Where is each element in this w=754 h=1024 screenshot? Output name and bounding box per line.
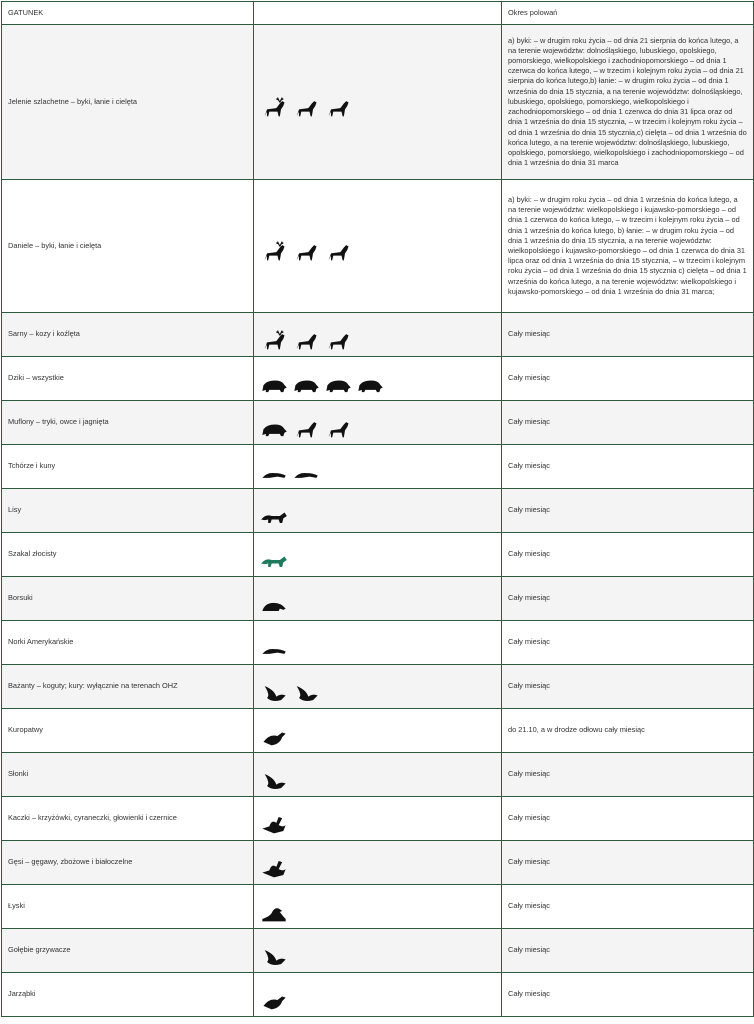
stag-icon xyxy=(260,95,288,119)
boar-icon xyxy=(356,372,384,396)
hunting-season: Cały miesiąc xyxy=(502,753,754,797)
species-icons-cell xyxy=(254,357,502,401)
fox-icon xyxy=(260,504,288,528)
table-row xyxy=(2,885,754,929)
species-name: Borsuki xyxy=(2,577,254,621)
table-header-row xyxy=(2,2,754,25)
species-name: Dziki – wszystkie xyxy=(2,357,254,401)
species-icons-cell xyxy=(254,797,502,841)
species-icons-cell xyxy=(254,621,502,665)
table-row xyxy=(2,489,754,533)
species-icons-cell xyxy=(254,841,502,885)
hunting-season: Cały miesiąc xyxy=(502,313,754,357)
roe-buck-icon xyxy=(260,328,288,352)
table-row xyxy=(2,709,754,753)
hunting-season: Cały miesiąc xyxy=(502,841,754,885)
species-name: Gęsi – gęgawy, zbożowe i białoczelne xyxy=(2,841,254,885)
species-icons-cell xyxy=(254,753,502,797)
species-name: Szakal złocisty xyxy=(2,533,254,577)
table-row xyxy=(2,313,754,357)
species-name: Kaczki – krzyżówki, cyraneczki, głowienki i czernice xyxy=(2,797,254,841)
polecat-icon xyxy=(260,460,288,484)
duck-icon xyxy=(260,812,288,836)
table-body xyxy=(2,25,754,1017)
species-name: Kuropatwy xyxy=(2,709,254,753)
species-icons-cell xyxy=(254,533,502,577)
species-icons-cell xyxy=(254,665,502,709)
table-row xyxy=(2,753,754,797)
pigeon-icon xyxy=(260,944,288,968)
fawn-icon xyxy=(324,95,352,119)
fawn-icon xyxy=(324,239,352,263)
table-row xyxy=(2,841,754,885)
boar-icon xyxy=(260,372,288,396)
hunting-season: a) byki: – w drugim roku życia – od dnia 1 września do końca lutego, a na terenie województw: wielkopolskiego i kujawsko-pomorskiego – od dnia 1 czerwca do końca lutego, – w trzecim i kolejnym roku życia – od dnia 1 września do końca lutego, b) łanie: – w drugim roku życia – od dnia 1 września do dnia 15 stycznia, a na terenie województw: wielkopolskiego i kujawsko-pomorskiego – od dnia 1 czerwca do dnia 31 lipca oraz od dnia 1 września do dnia 15 stycznia, – w trzecim i kolejnym roku życia – od dnia 1 września do dnia 15 stycznia c) cielęta – od dnia 1 września do końca lutego, a na terenie województw: wielkopolskiego i kujawsko-pomorskiego – od dnia 1 września do dnia 31 marca; xyxy=(502,180,754,313)
mink-icon xyxy=(260,636,288,660)
species-icons-cell xyxy=(254,929,502,973)
header-season: Okres polowań xyxy=(502,2,754,25)
hunting-season: Cały miesiąc xyxy=(502,621,754,665)
roe-doe-icon xyxy=(292,328,320,352)
table-row xyxy=(2,621,754,665)
ram-icon xyxy=(260,416,288,440)
table-row xyxy=(2,401,754,445)
goose-icon xyxy=(260,856,288,880)
hunting-season: Cały miesiąc xyxy=(502,533,754,577)
species-icons-cell xyxy=(254,313,502,357)
lamb-icon xyxy=(324,416,352,440)
species-name: Jarząbki xyxy=(2,973,254,1017)
species-name: Łyski xyxy=(2,885,254,929)
table-row xyxy=(2,25,754,180)
species-icons-cell xyxy=(254,445,502,489)
species-name: Bażanty – koguty; kury: wyłącznie na terenach OHZ xyxy=(2,665,254,709)
table-row xyxy=(2,357,754,401)
species-name: Sarny – kozy i koźlęta xyxy=(2,313,254,357)
hunting-season: Cały miesiąc xyxy=(502,929,754,973)
hunting-season: Cały miesiąc xyxy=(502,445,754,489)
hunting-season: Cały miesiąc xyxy=(502,797,754,841)
roe-fawn-icon xyxy=(324,328,352,352)
species-name: Jelenie szlachetne – byki, łanie i cielęta xyxy=(2,25,254,180)
fallow-buck-icon xyxy=(260,239,288,263)
hunting-season: Cały miesiąc xyxy=(502,885,754,929)
header-species: GATUNEK xyxy=(2,2,254,25)
doe-icon xyxy=(292,95,320,119)
hunting-season: do 21.10, a w drodze odłowu cały miesiąc xyxy=(502,709,754,753)
hunting-season: Cały miesiąc xyxy=(502,489,754,533)
badger-icon xyxy=(260,592,288,616)
species-name: Słonki xyxy=(2,753,254,797)
species-name: Muflony – tryki, owce i jagnięta xyxy=(2,401,254,445)
coot-icon xyxy=(260,900,288,924)
ewe-icon xyxy=(292,416,320,440)
table-row xyxy=(2,180,754,313)
species-icons-cell xyxy=(254,180,502,313)
hunting-season: a) byki: – w drugim roku życia – od dnia 21 sierpnia do końca lutego, a na terenie województw: dolnośląskiego, lubuskiego, opolskiego, pomorskiego, wielkopolskiego i zachodniopomorskiego – od dnia 1 czerwca do końca lutego, – w trzecim i kolejnym roku życia – od dnia 21 sierpnia do końca lutego,b) łanie: – w drugim roku życia – od dnia 1 września do dnia 15 stycznia, a na terenie województw: dolnośląskiego, lubuskiego, opolskiego, pomorskiego, wielkopolskiego i zachodniopomorskiego – od dnia 1 czerwca do dnia 31 lipca oraz od dnia 1 września do dnia 15 stycznia, – w trzecim i kolejnym roku życia – od dnia 1 września do dnia 15 stycznia,c) cielęta – od dnia 1 września do końca lutego, a na terenie województw: dolnośląskiego, lubuskiego, opolskiego, pomorskiego, wielkopolskiego i zachodniopomorskiego – od dnia 1 września do dnia 31 marca xyxy=(502,25,754,180)
jackal-icon xyxy=(260,548,288,572)
table-row xyxy=(2,973,754,1017)
table-row xyxy=(2,577,754,621)
species-name: Daniele – byki, łanie i cielęta xyxy=(2,180,254,313)
marten-icon xyxy=(292,460,320,484)
species-name: Gołębie grzywacze xyxy=(2,929,254,973)
woodcock-icon xyxy=(260,768,288,792)
table-row xyxy=(2,445,754,489)
header-icons xyxy=(254,2,502,25)
table-row xyxy=(2,929,754,973)
fallow-doe-icon xyxy=(292,239,320,263)
species-name: Norki Amerykańskie xyxy=(2,621,254,665)
species-icons-cell xyxy=(254,973,502,1017)
hazel-grouse-icon xyxy=(260,988,288,1012)
species-icons-cell xyxy=(254,577,502,621)
table-row xyxy=(2,665,754,709)
hunting-season: Cały miesiąc xyxy=(502,577,754,621)
table-row xyxy=(2,533,754,577)
species-icons-cell xyxy=(254,25,502,180)
hunting-season: Cały miesiąc xyxy=(502,973,754,1017)
hunting-season: Cały miesiąc xyxy=(502,357,754,401)
species-icons-cell xyxy=(254,489,502,533)
species-icons-cell xyxy=(254,709,502,753)
pheasant-icon xyxy=(260,680,288,704)
hunting-season: Cały miesiąc xyxy=(502,665,754,709)
hunting-season: Cały miesiąc xyxy=(502,401,754,445)
boar-icon xyxy=(292,372,320,396)
species-name: Tchórze i kuny xyxy=(2,445,254,489)
boar-icon xyxy=(324,372,352,396)
table-row xyxy=(2,797,754,841)
partridge-icon xyxy=(260,724,288,748)
species-icons-cell xyxy=(254,885,502,929)
species-name: Lisy xyxy=(2,489,254,533)
hunting-season-table xyxy=(1,1,754,1017)
species-icons-cell xyxy=(254,401,502,445)
pheasant-flying-icon xyxy=(292,680,320,704)
